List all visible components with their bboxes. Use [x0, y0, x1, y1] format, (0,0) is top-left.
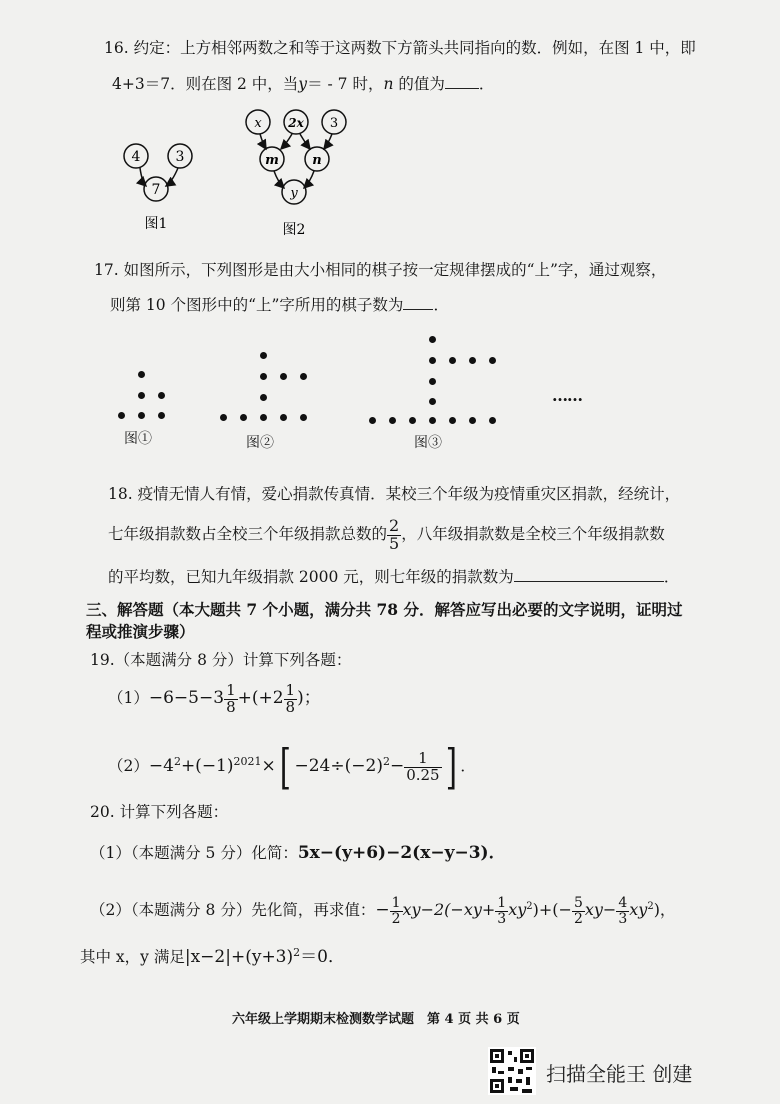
- q17-line1: 17. 如图所示，下列图形是由大小相同的棋子按一定规律摆成的“上”字，通过观察，: [94, 261, 667, 279]
- dot: [280, 414, 287, 421]
- q17-caption-1: 图①: [124, 431, 152, 447]
- q20-part2: （2）（本题满分 8 分）先化简，再求值：− $\frac{1}{2}$ xy−2(−xy+ $\frac{1}{3}$ $xy^2)+(-$ $\frac{5}{2}$ xy− $\frac{4}{3}$ $xy^2$)，: [90, 894, 676, 927]
- q17-caption-2: 图②: [246, 435, 274, 451]
- q17-line2: 则第 10 个图形中的“上”字所用的棋子数为 ．: [110, 296, 449, 314]
- dot: [429, 336, 436, 343]
- dot: [260, 394, 267, 401]
- dot: [138, 392, 145, 399]
- q19-part2: $(2)-4^2+(-1)^{2021}\times[ -24\div(-2)^2-$ $\frac{1}{0.25}$ ] ．: [108, 739, 476, 796]
- q18-line2: 七年级捐款数占全校三个年级捐款总数的 $\frac{2}{5}$ ，八年级捐款数是全校三个年级捐款数: [108, 515, 665, 553]
- dot: [118, 412, 125, 419]
- right-bracket: ]: [445, 739, 457, 796]
- q19-title: 19.（本题满分 8 分）计算下列各题：: [90, 651, 352, 669]
- q16-line2: 4+3＝7．则在图 2 中，当y＝ - 7 时，n 的值为 ．: [112, 75, 495, 93]
- scanner-watermark-label: 扫描全能王 创建: [546, 1062, 693, 1086]
- dot: [429, 417, 436, 424]
- q18-line1: 18. 疫情无情人有情，爱心捐款传真情．某校三个年级为疫情重灾区捐款，经统计，: [108, 485, 681, 503]
- dot: [300, 373, 307, 380]
- dot: [220, 414, 227, 421]
- dot: [138, 371, 145, 378]
- q17-caption-3: 图③: [414, 435, 442, 451]
- dot: [489, 417, 496, 424]
- fig2-node-3: 3: [329, 116, 339, 131]
- qr-code-icon: [488, 1047, 536, 1095]
- dot: [409, 417, 416, 424]
- dot: [449, 357, 456, 364]
- fraction-2-5: $\frac{2}{5}$: [389, 515, 400, 553]
- q18-answer-blank: [514, 567, 664, 582]
- section-3-heading: 三、解答题（本大题共 7 个小题，满分共 78 分．解答应写出必要的文字说明，证明过: [86, 600, 683, 619]
- fig2-node-y: y: [290, 186, 298, 201]
- dot: [489, 357, 496, 364]
- fig1-node-top-right: 3: [175, 149, 185, 165]
- fig2-caption: 图2: [282, 222, 306, 238]
- dot: [429, 357, 436, 364]
- dot: [300, 414, 307, 421]
- dot: [158, 412, 165, 419]
- q20-title: 20. 计算下列各题：: [90, 803, 229, 821]
- fig2-node-x: x: [254, 116, 262, 131]
- page-footer: 六年级上学期期末检测数学试题 第 4 页 共 6 页: [232, 1012, 520, 1027]
- dot: [369, 417, 376, 424]
- q16-line1: 16. 约定：上方相邻两数之和等于这两数下方箭头共同指向的数．例如，在图 1 中，即: [104, 39, 696, 57]
- dot: [260, 373, 267, 380]
- fig2-node-2x: 2x: [288, 116, 304, 130]
- dot: [158, 392, 165, 399]
- dot: [260, 352, 267, 359]
- dot: [240, 414, 247, 421]
- dot: [280, 373, 287, 380]
- fig1-node-bottom: 7: [151, 182, 161, 198]
- left-bracket: [: [279, 739, 291, 796]
- q19-part1: （1）−6−5−3 $\frac{1}{8}$ +(+2 $\frac{1}{8}$ )；: [108, 680, 321, 716]
- dot: [469, 357, 476, 364]
- fig1-caption: 图1: [144, 216, 168, 232]
- q16-answer-blank: [445, 74, 479, 89]
- q20-part1: （1）（本题满分 5 分）化简：5x−(y+6)−2(x−y−3)．: [90, 843, 506, 863]
- fig1-node-top-left: 4: [131, 149, 141, 165]
- dot: [429, 398, 436, 405]
- q17-answer-blank: [403, 295, 433, 310]
- fig2-node-m: m: [265, 153, 279, 168]
- dot: [389, 417, 396, 424]
- dot: [469, 417, 476, 424]
- dot: [429, 378, 436, 385]
- q18-line3: 的平均数，已知九年级捐款 2000 元，则七年级的捐款数为 ．: [108, 568, 680, 586]
- q17-ellipsis: ……: [552, 386, 582, 405]
- q20-condition: 其中 x，y 满足$|x-2|+(y+3)^2=0$．: [80, 945, 345, 967]
- fig2-node-n: n: [312, 153, 322, 168]
- dot: [449, 417, 456, 424]
- section-3-heading-cont: 程或推演步骤）: [86, 622, 195, 641]
- dot: [138, 412, 145, 419]
- q16-figures: [100, 100, 370, 240]
- dot: [260, 414, 267, 421]
